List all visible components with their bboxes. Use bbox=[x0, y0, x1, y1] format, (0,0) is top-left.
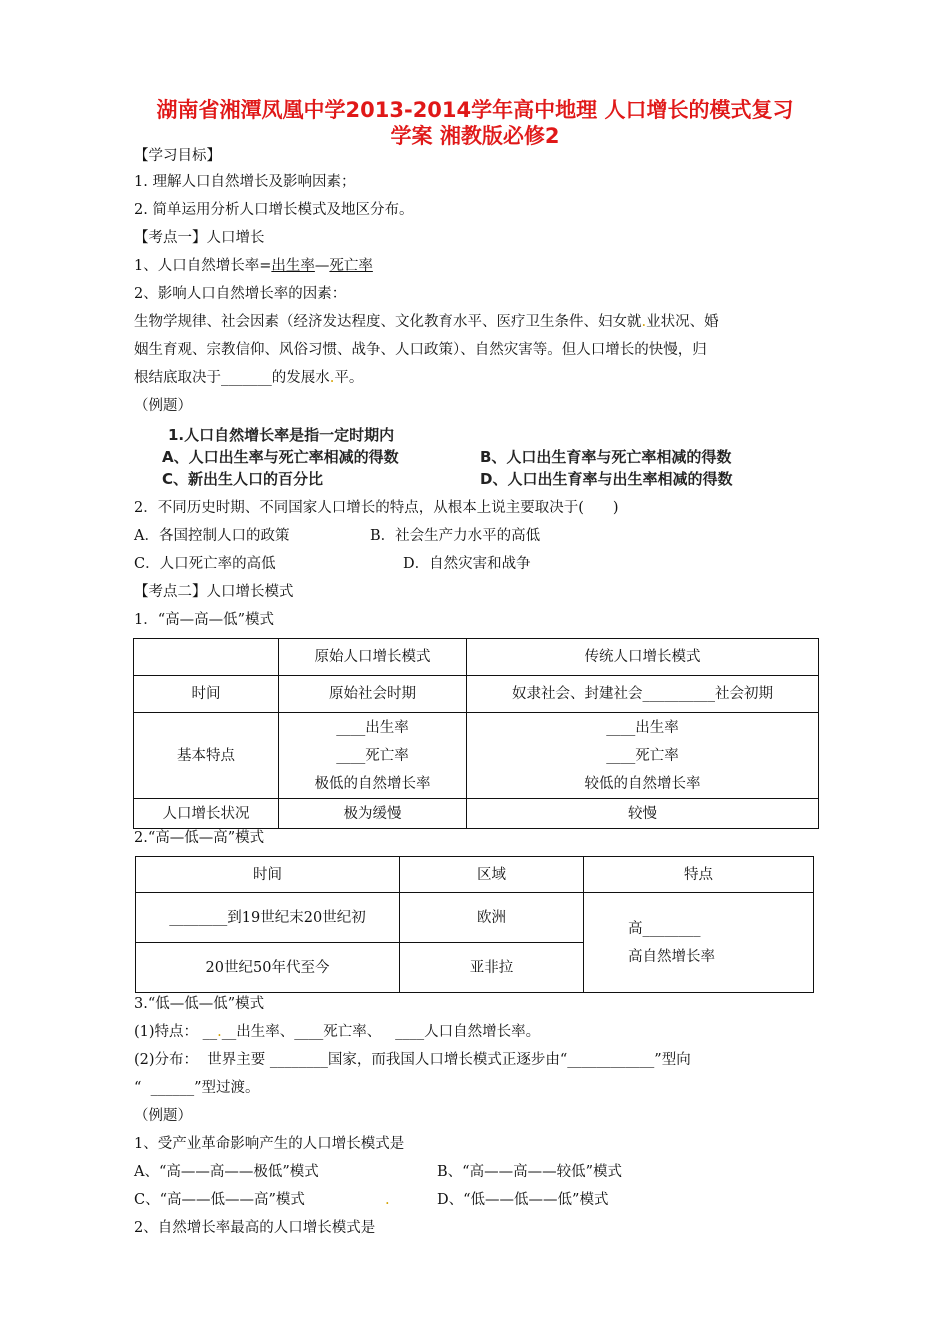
example-label-1: （例题） bbox=[134, 398, 192, 414]
time-traditional-a: 奴隶社会、封建社会 bbox=[512, 686, 643, 702]
table1-header-traditional: 传统人口增长模式 bbox=[467, 639, 819, 676]
formula-dash: — bbox=[314, 258, 330, 274]
q1-option-b: B、人口出生育率与死亡率相减的得数 bbox=[480, 448, 732, 466]
dist-text-3: ”型向 bbox=[654, 1052, 691, 1068]
factors-line-2: 姻生育观、宗教信仰、风俗习惯、战争、人口政策）、自然灾害等。但人口增长的快慢，归 bbox=[134, 342, 707, 358]
mode-q1-option-b: B、“高——高——较低”模式 bbox=[437, 1164, 622, 1180]
mode2-table bbox=[135, 856, 814, 993]
birth-blank: ____ bbox=[606, 719, 636, 736]
point1-heading: 【考点一】人口增长 bbox=[134, 230, 265, 246]
feat-blank-2: ____ bbox=[294, 1024, 324, 1040]
birth-blank: ____ bbox=[336, 719, 366, 736]
mode2-title: 2.“高—低—高”模式 bbox=[134, 830, 265, 846]
feat-growth: 人口自然增长率。 bbox=[424, 1024, 541, 1040]
feat-label: (1)特点： bbox=[134, 1024, 199, 1040]
dist-text-5: ”型过渡。 bbox=[194, 1080, 260, 1096]
table1-row-features: 基本特点 bbox=[134, 713, 279, 799]
table1-status-traditional: 较慢 bbox=[467, 799, 819, 829]
dist-blank-3: ______ bbox=[150, 1080, 195, 1096]
time-traditional-c: 社会初期 bbox=[715, 686, 773, 702]
feature-growth: 高自然增长率 bbox=[628, 948, 715, 965]
dist-text-2: 国家，而我国人口增长模式正逐步由“ bbox=[327, 1052, 568, 1068]
dist-text-4: “ bbox=[134, 1080, 142, 1096]
table2-r2-region: 亚非拉 bbox=[400, 943, 584, 993]
feature-blank: ________ bbox=[642, 920, 701, 937]
r1-time-blank: ________ bbox=[169, 909, 228, 926]
objective-item-2: 2. 简单运用分析人口增长模式及地区分布。 bbox=[134, 202, 414, 218]
dist-blank-1: ________ bbox=[269, 1052, 328, 1068]
mode-q2-separator: 、 bbox=[143, 1220, 158, 1236]
mode1-title: 1．“高—高—低”模式 bbox=[134, 612, 275, 628]
factors-line-1a: 生物学规律、社会因素（经济发达程度、文化教育水平、医疗卫生条件、妇女就 bbox=[134, 314, 642, 330]
table2-r1-region: 欧洲 bbox=[400, 893, 584, 943]
factors-line-1 bbox=[134, 312, 719, 332]
stray-dot: . bbox=[329, 370, 335, 386]
feature-high: 高 bbox=[628, 920, 643, 937]
time-traditional-blank: __________ bbox=[642, 686, 715, 702]
feat-blank-3: ____ bbox=[395, 1024, 425, 1040]
table1-time-traditional bbox=[467, 676, 819, 713]
mode-q1-option-d: D、“低——低——低”模式 bbox=[437, 1192, 609, 1208]
factors-blank: _______ bbox=[221, 370, 272, 386]
mode3-distribution bbox=[134, 1050, 691, 1070]
q1-option-d: D、人口出生育率与出生率相减的得数 bbox=[480, 470, 733, 488]
dist-label: (2)分布： bbox=[134, 1052, 199, 1068]
formula-death-rate: 死亡率 bbox=[329, 258, 373, 274]
mode3-features bbox=[134, 1022, 540, 1042]
factors-line-3d: 平。 bbox=[334, 370, 364, 386]
table1-row-time: 时间 bbox=[134, 676, 279, 713]
death-blank: ____ bbox=[606, 747, 636, 764]
feat-death: 死亡率、 bbox=[323, 1024, 382, 1040]
document-title-line2: 学案 湘教版必修2 bbox=[390, 124, 560, 148]
feat-birth: 出生率、 bbox=[236, 1024, 295, 1040]
r1-time-text: 到19世纪末20世纪初 bbox=[227, 909, 366, 926]
mode-q2-stem bbox=[134, 1218, 375, 1238]
table2-header-feature: 特点 bbox=[584, 857, 814, 893]
table2-r1-time bbox=[136, 893, 400, 943]
objective-item-1: 1. 理解人口自然增长及影响因素； bbox=[134, 174, 356, 190]
mode1-table bbox=[133, 638, 819, 829]
table2-header-region: 区域 bbox=[400, 857, 584, 893]
factors-line-3c: 的发展水 bbox=[271, 370, 330, 386]
example-label-2: （例题） bbox=[134, 1108, 192, 1124]
table2-r2-time: 20世纪50年代至今 bbox=[136, 943, 400, 993]
birth-label: 出生率 bbox=[365, 719, 409, 736]
dist-blank-2: ____________ bbox=[567, 1052, 655, 1068]
dist-text-1: 世界主要 bbox=[207, 1052, 266, 1068]
q2-option-b: B．社会生产力水平的高低 bbox=[370, 528, 541, 544]
mode-q1-option-a: A、“高——高——极低”模式 bbox=[134, 1164, 319, 1180]
growth-rate-formula bbox=[134, 256, 373, 276]
point2-heading: 【考点二】人口增长模式 bbox=[134, 584, 294, 600]
growth-primitive: 极低的自然增长率 bbox=[314, 775, 431, 792]
factors-line-1b: 业状况、婚 bbox=[646, 314, 719, 330]
mode-q2-number: 2 bbox=[134, 1220, 144, 1236]
table1-row-status: 人口增长状况 bbox=[134, 799, 279, 829]
mode-q2-text: 自然增长率最高的人口增长模式是 bbox=[157, 1220, 376, 1236]
q2-stem: 2．不同历史时期、不同国家人口增长的特点，从根本上说主要取决于( ) bbox=[134, 500, 619, 516]
death-label: 死亡率 bbox=[635, 747, 679, 764]
stray-dot: . bbox=[385, 1192, 390, 1208]
objectives-heading: 【学习目标】 bbox=[134, 148, 221, 164]
formula-birth-rate: 出生率 bbox=[271, 258, 315, 274]
mode-q1-option-c: C、“高——低——高”模式 bbox=[134, 1192, 305, 1208]
table1-time-primitive: 原始社会时期 bbox=[279, 676, 467, 713]
table1-corner-cell bbox=[134, 639, 279, 676]
death-label: 死亡率 bbox=[365, 747, 409, 764]
document-title-line1: 湖南省湘潭凤凰中学2013-2014学年高中地理 人口增长的模式复习 bbox=[156, 98, 794, 122]
q2-option-c: C．人口死亡率的高低 bbox=[134, 556, 276, 572]
table1-features-primitive bbox=[279, 713, 467, 799]
q1-option-c: C、新出生人口的百分比 bbox=[162, 470, 324, 488]
q2-option-a: A．各国控制人口的政策 bbox=[134, 528, 290, 544]
stray-dot: . bbox=[217, 1024, 222, 1040]
factors-line-3 bbox=[134, 368, 363, 388]
factors-heading: 2、影响人口自然增长率的因素： bbox=[134, 286, 347, 302]
q1-stem: 1.人口自然增长率是指一定时期内 bbox=[168, 426, 395, 444]
table1-header-primitive: 原始人口增长模式 bbox=[279, 639, 467, 676]
stray-dot: . bbox=[641, 314, 647, 330]
table1-status-primitive: 极为缓慢 bbox=[279, 799, 467, 829]
birth-label: 出生率 bbox=[635, 719, 679, 736]
mode3-title: 3.“低—低—低”模式 bbox=[134, 996, 265, 1012]
table2-feature-cell bbox=[584, 893, 814, 993]
mode3-distribution-cont bbox=[134, 1078, 260, 1098]
feat-blank-1a: __ bbox=[202, 1024, 218, 1040]
mode-q1-stem: 1、受产业革命影响产生的人口增长模式是 bbox=[134, 1136, 405, 1152]
table2-header-time: 时间 bbox=[136, 857, 400, 893]
factors-line-3a: 根结底取决于 bbox=[134, 370, 221, 386]
death-blank: ____ bbox=[336, 747, 366, 764]
q1-option-a: A、人口出生率与死亡率相减的得数 bbox=[162, 448, 399, 466]
table1-features-traditional bbox=[467, 713, 819, 799]
formula-prefix: 1、人口自然增长率= bbox=[134, 258, 272, 274]
q2-option-d: D．自然灾害和战争 bbox=[403, 556, 531, 572]
growth-traditional: 较低的自然增长率 bbox=[584, 775, 701, 792]
feat-blank-1b: __ bbox=[221, 1024, 237, 1040]
